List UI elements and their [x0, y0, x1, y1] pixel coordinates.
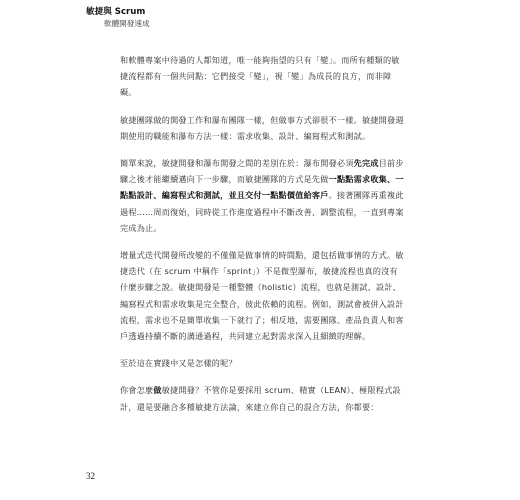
emphasis-text: 一點點需求收集、一點點設計、編寫程式和測試，並且交付一點點價值給客戶 — [120, 174, 404, 201]
header-title: 敏捷與 Scrum — [86, 7, 146, 17]
emphasis-text: 做 — [153, 385, 162, 396]
paragraph — [120, 112, 406, 144]
paragraph-text: 和軟體專案中待過的人都知道，唯一能夠指望的只有「變」。而所有種類的敏捷流程都有一個共同點：它們接受「變」，視「變」為成長的良方，而非障礙。 — [120, 55, 400, 98]
paragraph-text: 目前步驟之後才能繼續邁向下一步驟，而敏捷團隊的方式是先做 — [120, 158, 404, 185]
paragraph-text: 敏捷團隊做的開發工作和瀑布團隊一樣，但做事方式卻很不一樣。敏捷開發週期使用的職能和瀑布方法一樣：需求收集、設計、編寫程式和測試。 — [120, 114, 404, 141]
paragraph-text: 增量式迭代開發所改變的不僅僅是做事情的時間點，還包括做事情的方式。敏捷迭代（在 scrum 中稱作「sprint」）不是微型瀑布，敏捷流程也真的沒有什麼步驟之說。敏捷開發是一種整體（holistic）流程，也就是測試、設計、編寫程式和需求收集是完全整合，彼此依賴的流程。例如，測試會被併入設計流程，需求也不是簡單收集一下就行了；相反地，需要團隊、產品負責人和客戶透過持續不斷的溝通過程，共同建立起對需求深入且細緻的理解。 — [120, 250, 404, 342]
paragraph — [120, 355, 406, 371]
body-text — [120, 52, 406, 426]
page-number: 32 — [86, 471, 95, 481]
paragraph — [120, 155, 406, 236]
emphasis-text: 先完成 — [353, 158, 379, 169]
running-header — [86, 6, 150, 29]
paragraph-text: 。接著團隊再重複此過程……周而復始，同時從工作進度過程中不斷改善、調整流程，一直到專案完成為止。 — [120, 190, 404, 233]
paragraph-text: 你會怎麼 — [120, 385, 154, 396]
paragraph-text: 簡單來說，敏捷開發和瀑布開發之間的差別在於：瀑布開發必須 — [120, 158, 354, 169]
paragraph-text: 敏捷開發？不管你是要採用 scrum、精實（LEAN）、極限程式設計，還是要融合多種敏捷方法論，來建立你自己的混合方法，你都要： — [120, 385, 401, 412]
header-subtitle: 軟體開發速成 — [104, 19, 150, 28]
paragraph — [120, 52, 406, 101]
paragraph — [120, 247, 406, 344]
paragraph — [120, 382, 406, 414]
paragraph-text: 至於這在實踐中又是怎樣的呢？ — [120, 358, 237, 369]
